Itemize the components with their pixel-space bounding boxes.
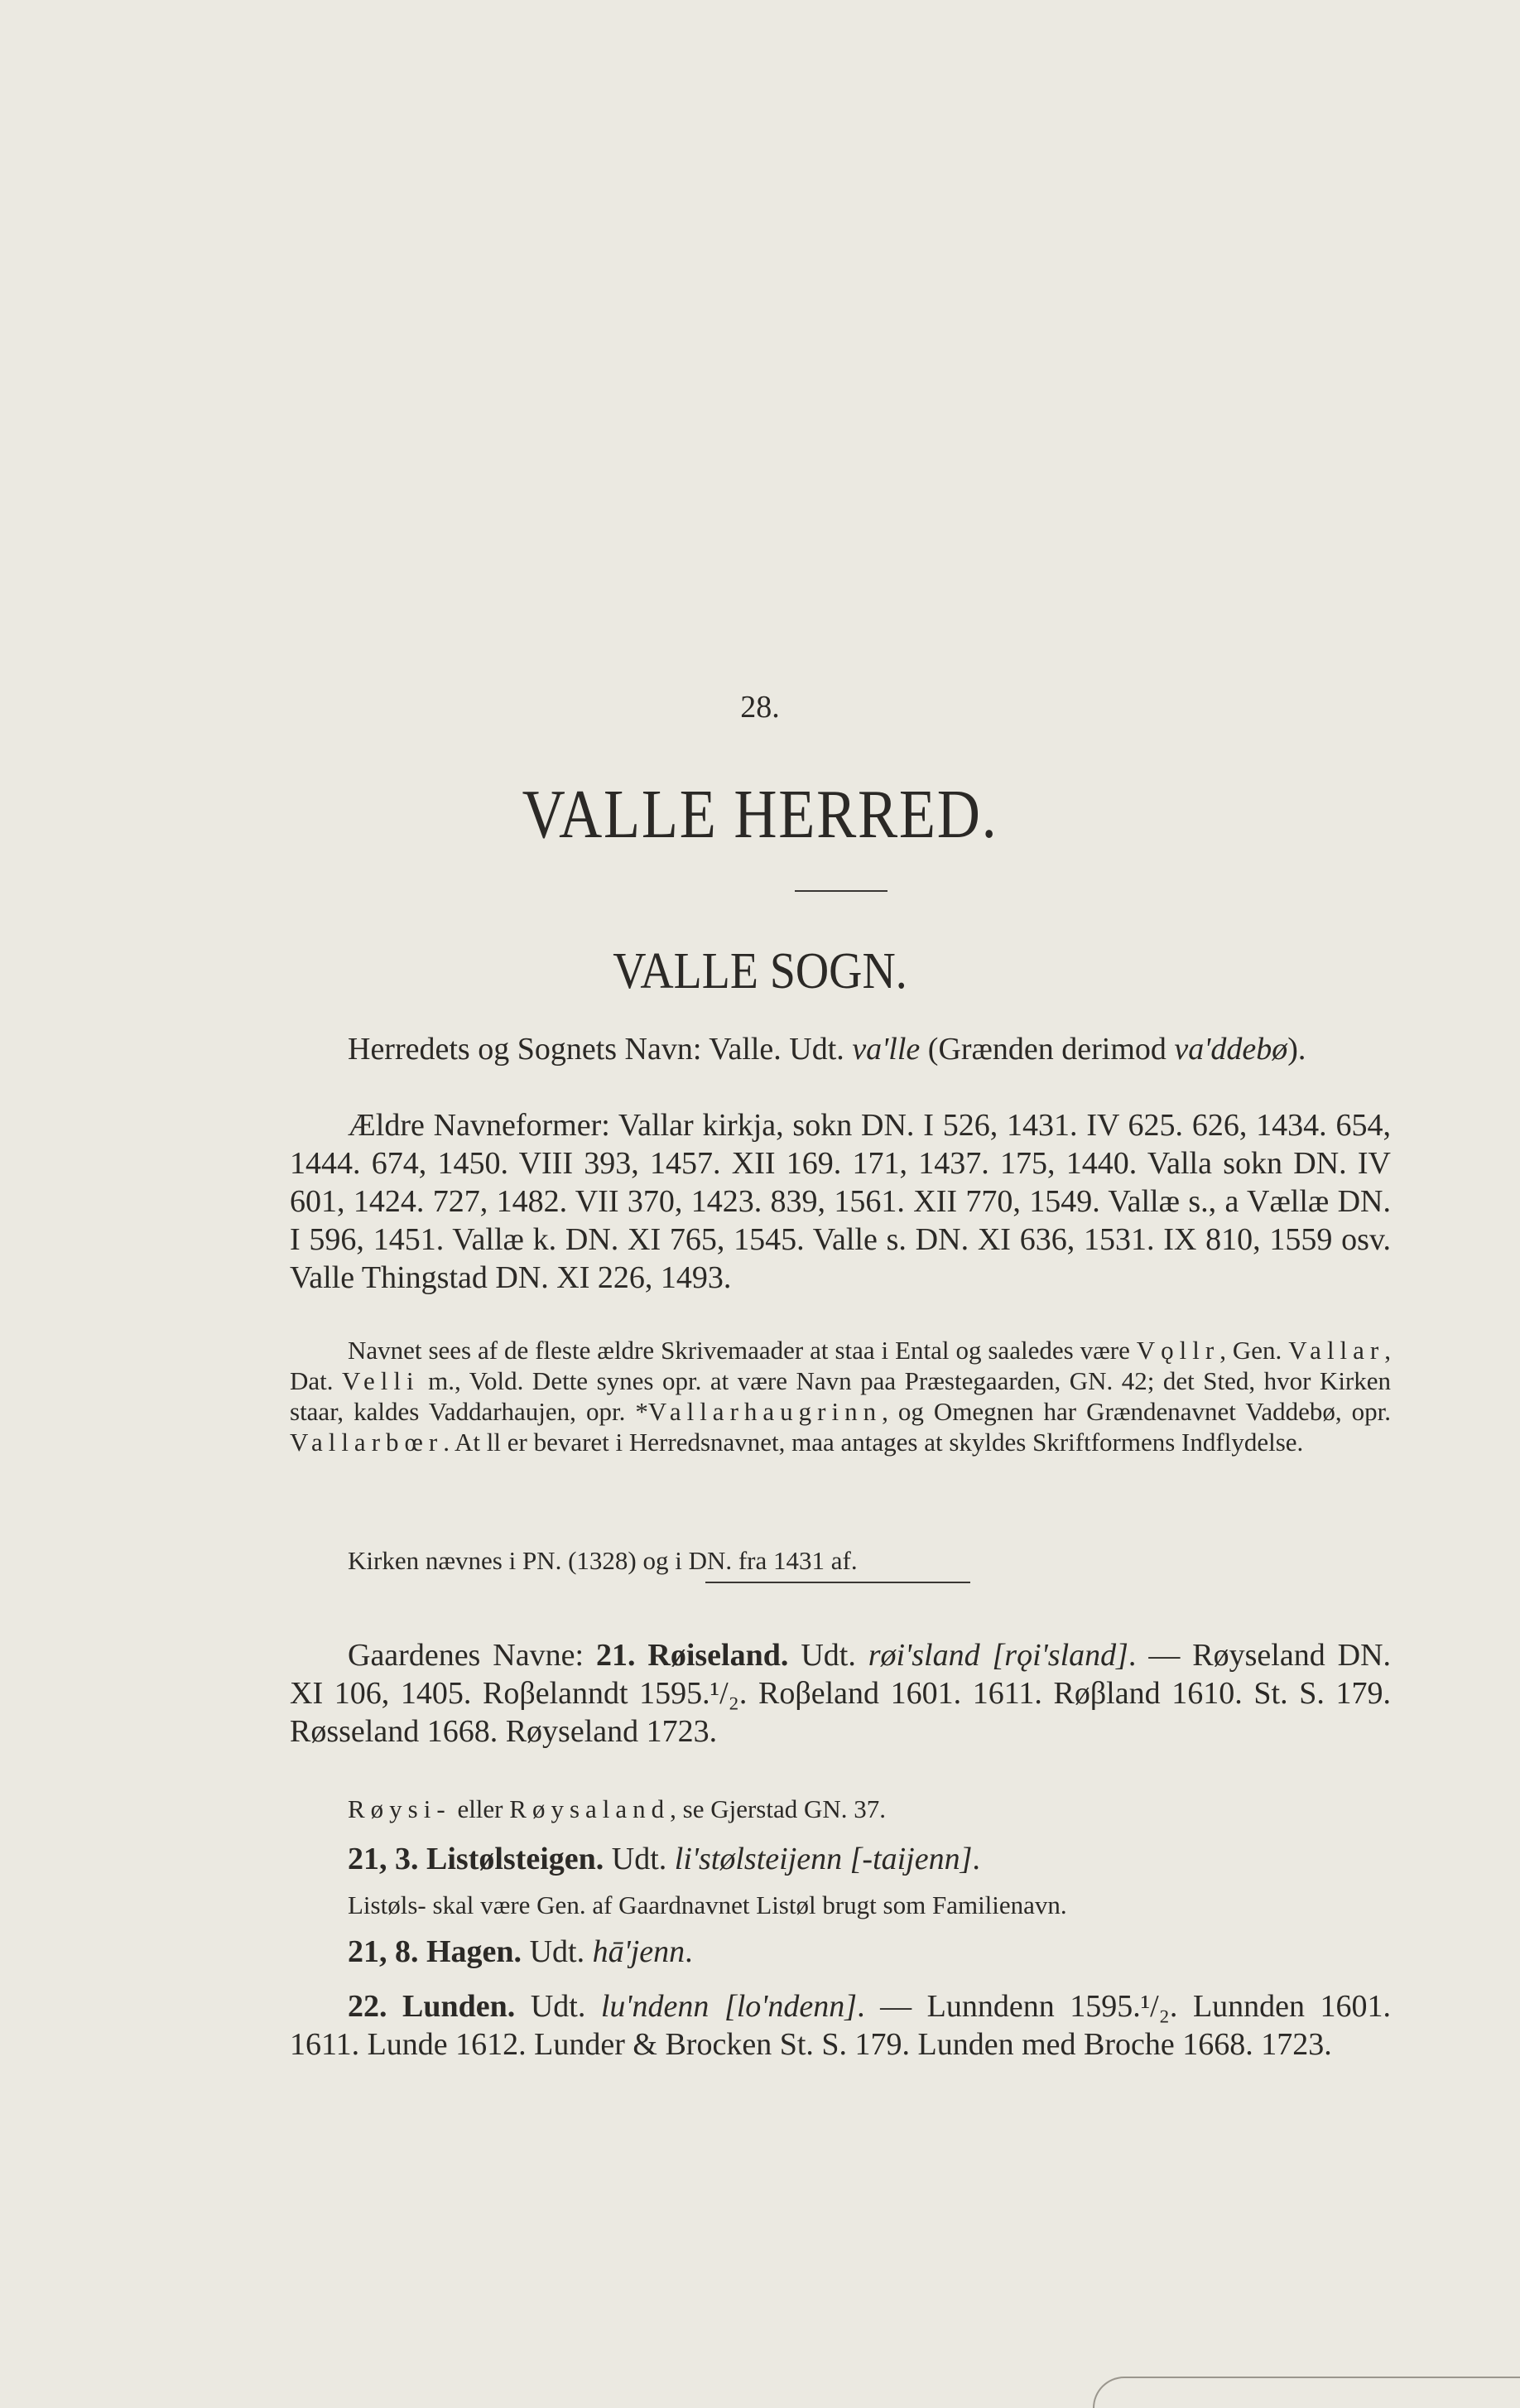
page-number: 28. [740, 690, 780, 725]
farm-21-note [290, 1794, 1391, 1824]
farm-21-3-entry [290, 1840, 1391, 1878]
note-word-vallarhaugrinn: Vallarhaugrinn [647, 1397, 883, 1426]
divider-rule [795, 890, 887, 892]
name-tail: ). [1287, 1032, 1306, 1067]
name-pronunciation: va'lle [852, 1032, 921, 1067]
farm-21-note-text-2: , se Gjerstad GN. 37. [670, 1794, 887, 1823]
name-lead: Herredets og Sognets Navn: Valle. Udt. [348, 1032, 844, 1067]
note-word-vollr: Vǫllr [1136, 1336, 1220, 1365]
herred-title: VALLE HERRED. [522, 776, 998, 853]
farm-22-name: Lunden. [402, 1989, 516, 2024]
note-text-2: , Gen. [1219, 1336, 1282, 1365]
farm-21-8-number: 21, 8. [348, 1934, 419, 1969]
farm-21-entry [290, 1636, 1391, 1751]
note-word-vallar: Vallar [1288, 1336, 1385, 1365]
farm-22-udt: Udt. [530, 1989, 586, 2024]
etymology-note [290, 1335, 1391, 1457]
farm-21-lead: Gaardenes Navne: [348, 1638, 584, 1673]
note-word-velli: Velli [342, 1366, 420, 1395]
farm-21-name: Røiseland. [647, 1638, 789, 1673]
older-forms-paragraph: Ældre Navneformer: Vallar kirkja, sokn DN. I 526, 1431. IV 625. 626, 1434. 654, 1444. 674, 1450. VIII 393, 1457. XII 169. 171, 1437. 175, 1440. Valla sokn DN. IV 601, 1424. 727, 1482. VII 370, 1423. 839, 1561. XII 770, 1549. Vallæ s., a Vællæ DN. I 596, 1451. Vallæ k. DN. XI 765, 1545. Valle s. DN. XI 636, 1531. IX 810, 1559 osv. Valle Thingstad DN. XI 226, 1493. [290, 1108, 1391, 1295]
farm-22-forms: . — Lunndenn 1595.¹/₂. Lunnden 1601. 1611. Lunde 1612. Lunder & Brocken St. S. 179. Lunden med Broche 1668. 1723. [290, 1989, 1392, 2062]
farm-21-8-tail: . [685, 1934, 693, 1969]
farm-21-udt: Udt. [801, 1638, 856, 1673]
note-text-5: , og Omegnen har Grændenavnet Vaddebø, opr. [882, 1397, 1391, 1426]
farm-21-note-word-1: Røysi- [348, 1794, 451, 1823]
note-text-6: . At ll er bevaret i Herredsnavnet, maa antages at skyldes Skriftformens Indflydelse. [443, 1428, 1304, 1457]
note-word-vallarboer: Vallarbœr [290, 1428, 444, 1457]
farm-21-note-word-2: Røysaland [509, 1794, 671, 1823]
farm-21-8-pronunciation: hā'jenn [592, 1934, 685, 1969]
name-pronunciation-2: va'ddebø [1174, 1032, 1288, 1067]
note-text-4: m., Vold. Dette synes opr. at være Navn paa Præstegaarden, GN. 42; det Sted, hvor Kirken staar, kaldes Vaddarhaujen, opr. * [290, 1366, 1392, 1426]
church-note: Kirken nævnes i PN. (1328) og i DN. fra 1431 af. [348, 1546, 858, 1575]
farm-21-number: 21. [595, 1638, 636, 1673]
note-text-1: Navnet sees af de fleste ældre Skrivemaader at staa i Ental og saaledes være [348, 1336, 1130, 1365]
farm-22-pronunciation: lu'ndenn [600, 1989, 709, 2024]
farm-21-3-number: 21, 3. [348, 1842, 419, 1876]
farm-21-pronunciation: røi'sland [868, 1638, 980, 1673]
note-text-3: , Dat. [290, 1336, 1392, 1395]
farm-21-8-entry [290, 1933, 1391, 1971]
page-edge-mark [1093, 2377, 1520, 2408]
farm-22-number: 22. [348, 1989, 387, 2024]
farm-21-3-name: Listølsteigen. [426, 1842, 604, 1876]
farm-22-alt-pronunciation: [lo'ndenn] [724, 1989, 858, 2024]
section-divider [705, 1582, 970, 1583]
name-mid: (Grænden derimod [927, 1032, 1166, 1067]
farm-21-3-tail: . [972, 1842, 980, 1876]
farm-21-3-alt-pronunciation: [-taijenn] [849, 1842, 973, 1876]
name-paragraph [290, 1030, 1391, 1068]
farm-21-alt-pronunciation: [rǫi'sland] [992, 1638, 1128, 1673]
farm-21-forms: . — Røyseland DN. XI 106, 1405. Roβelanndt 1595.¹/₂. Roβeland 1601. 1611. Røβland 1610. St. S. 179. Røsseland 1668. Røyseland 1723. [290, 1638, 1392, 1749]
farm-21-8-name: Hagen. [426, 1934, 522, 1969]
farm-21-3-udt: Udt. [611, 1842, 667, 1876]
farm-21-8-udt: Udt. [529, 1934, 585, 1969]
farm-21-3-pronunciation: li'stølsteijenn [674, 1842, 843, 1876]
farm-22-entry [290, 1987, 1391, 2064]
farm-21-note-text-1: eller [457, 1794, 503, 1823]
farm-21-3-note: Listøls- skal være Gen. af Gaardnavnet Listøl brugt som Familienavn. [348, 1890, 1067, 1919]
sogn-title: VALLE SOGN. [613, 943, 907, 999]
